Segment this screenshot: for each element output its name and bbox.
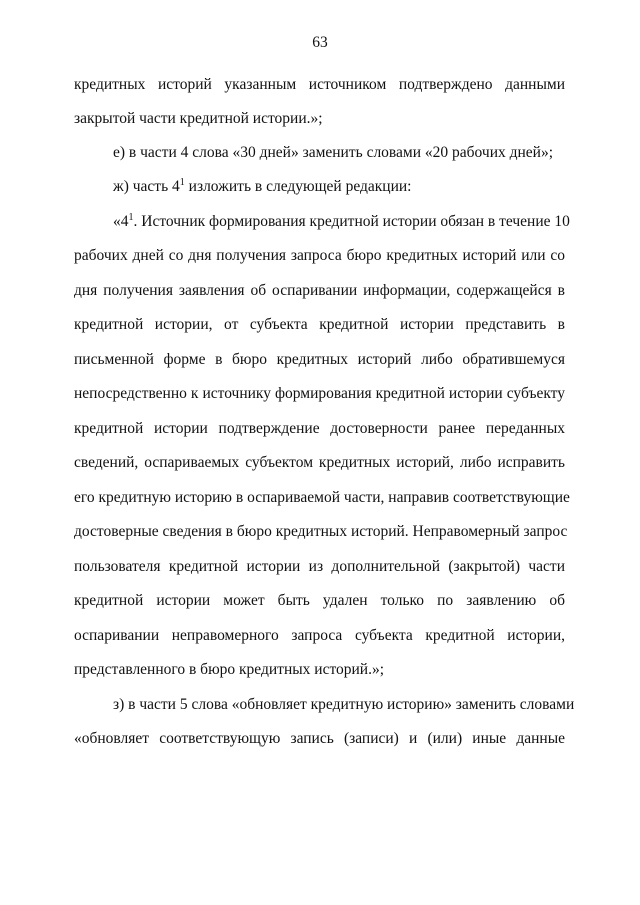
- text-line: достоверные сведения в бюро кредитных историй. Неправомерный запрос: [74, 523, 568, 540]
- page-number: 63: [312, 34, 328, 51]
- text-line: оспаривании неправомерного запроса субъекта кредитной истории,: [74, 627, 565, 644]
- text-line: письменной форме в бюро кредитных историй либо обратившемуся: [74, 351, 565, 368]
- text-line: непосредственно к источнику формирования кредитной истории субъекту: [74, 385, 565, 402]
- text-line: рабочих дней со дня получения запроса бюро кредитных историй или со: [74, 247, 565, 264]
- text-fragment: ж) часть 4: [113, 178, 180, 195]
- text-line: кредитных историй указанным источником подтверждено данными: [74, 76, 565, 93]
- text-line: пользователя кредитной истории из дополнительной (закрытой) части: [74, 558, 565, 575]
- text-line: «обновляет соответствующую запись (записи) и (или) иные данные: [74, 730, 565, 747]
- text-fragment: «4: [113, 213, 129, 230]
- text-line: сведений, оспариваемых субъектом кредитных историй, либо исправить: [74, 454, 565, 471]
- text-line: представленного в бюро кредитных историй.»;: [74, 661, 385, 678]
- text-line: кредитной истории, от субъекта кредитной истории представить в: [74, 316, 565, 333]
- superscript: 1: [128, 212, 134, 223]
- text-line: [113, 212, 570, 232]
- text-line: его кредитную историю в оспариваемой части, направив соответствующие: [74, 489, 570, 506]
- text-line: дня получения заявления об оспаривании информации, содержащейся в: [74, 282, 565, 299]
- text-line: [113, 177, 565, 197]
- text-line: кредитной истории может быть удален только по заявлению об: [74, 592, 565, 609]
- text-line: е) в части 4 слова «30 дней» заменить словами «20 рабочих дней»;: [113, 144, 554, 161]
- text-fragment: изложить в следующей редакции:: [184, 178, 412, 195]
- text-fragment: . Источник формирования кредитной истории обязан в течение 10: [133, 213, 570, 230]
- text-line: кредитной истории подтверждение достоверности ранее переданных: [74, 420, 565, 437]
- superscript: 1: [179, 177, 185, 188]
- text-line: з) в части 5 слова «обновляет кредитную историю» заменить словами: [113, 696, 575, 713]
- text-line: закрытой части кредитной истории.»;: [74, 110, 323, 127]
